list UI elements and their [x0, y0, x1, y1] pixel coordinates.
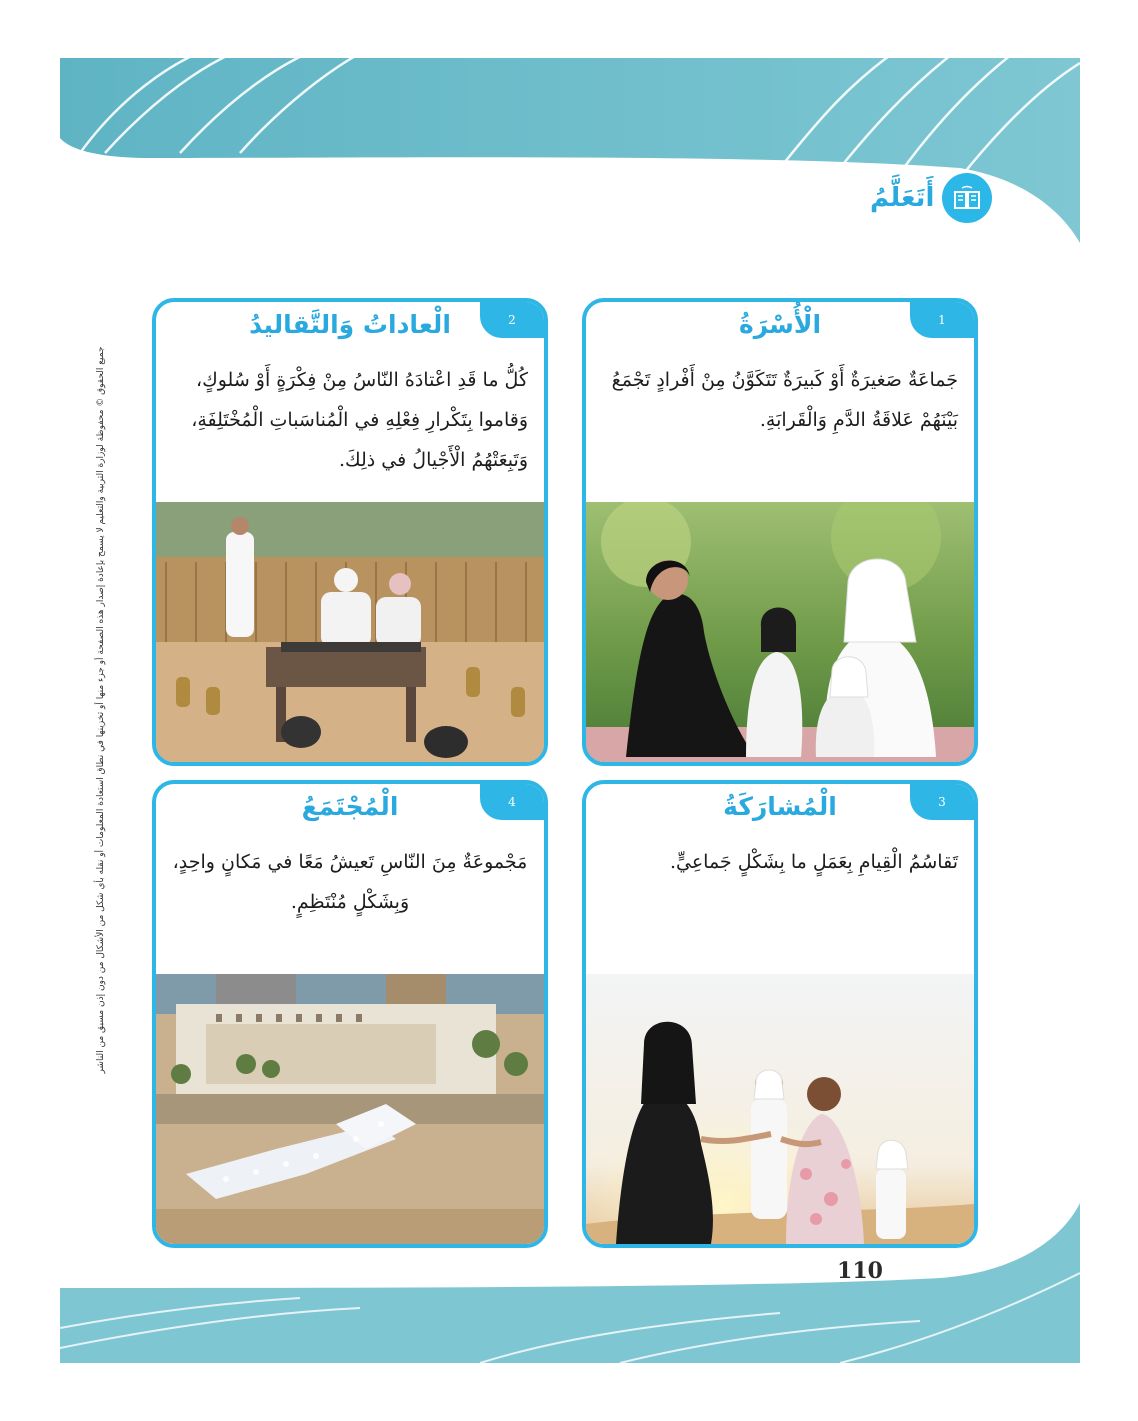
- card-number: 3: [910, 784, 974, 820]
- section-title: أَتَعَلَّمُ: [870, 183, 935, 213]
- family-photo: [586, 502, 974, 762]
- copyright-note: جميع الحقوق © محفوظة لوزارة التربية والتعليم لا يسمح بإعادة إصدار هذه الصفحة أو جزء منها أو تخزينها في نطاق استعادة المعلومات أو نقله بأي شكل من الأشكال من دون إذن مسبق من الناشر: [96, 346, 106, 1074]
- card-title: الْعاداتُ وَالتَّقاليدُ: [249, 310, 451, 339]
- sharing-photo: [586, 974, 974, 1244]
- card-text: جَماعَةٌ صَغيرَةٌ أَوْ كَبيرَةٌ تَتَكَوَّنُ مِنْ أَفْرادٍ تَجْمَعُ بَيْنَهُمْ عَلاقَةُ الدَّمِ وَالْقَرابَةِ.: [611, 369, 958, 431]
- card-number: 4: [480, 784, 544, 820]
- page-number: 110: [837, 1258, 883, 1284]
- card-sharing: [582, 780, 978, 1248]
- card-title: الْأُسْرَةُ: [738, 310, 822, 339]
- card-text: تَقاسُمُ الْقِيامِ بِعَمَلٍ ما بِشَكْلٍ جَماعِيٍّ.: [669, 851, 958, 873]
- traditions-photo: [156, 502, 544, 762]
- book-icon: [942, 173, 992, 223]
- card-title: الْمُشارَكَةُ: [723, 792, 837, 821]
- community-photo: [156, 974, 544, 1244]
- textbook-page: [60, 58, 1080, 1363]
- card-title: الْمُجْتَمَعُ: [301, 792, 399, 821]
- card-family: [582, 298, 978, 766]
- section-header: [870, 173, 992, 223]
- card-text: كُلُّ ما قَدِ اعْتادَهُ النّاسُ مِنْ فِكْرَةٍ أَوْ سُلوكٍ، وَقاموا بِتَكْرارِ فِعْلِهِ في الْمُناسَباتِ الْمُخْتَلِفَةِ، وَتَبِعَتْهُمُ الْأَجْيالُ في ذلِكَ.: [191, 369, 528, 471]
- card-community: [152, 780, 548, 1248]
- card-traditions: [152, 298, 548, 766]
- card-number: 1: [910, 302, 974, 338]
- card-text: مَجْموعَةٌ مِنَ النّاسِ تَعيشُ مَعًا في مَكانٍ واحِدٍ، وَبِشَكْلٍ مُنْتَظِمٍ.: [172, 851, 528, 913]
- card-number: 2: [480, 302, 544, 338]
